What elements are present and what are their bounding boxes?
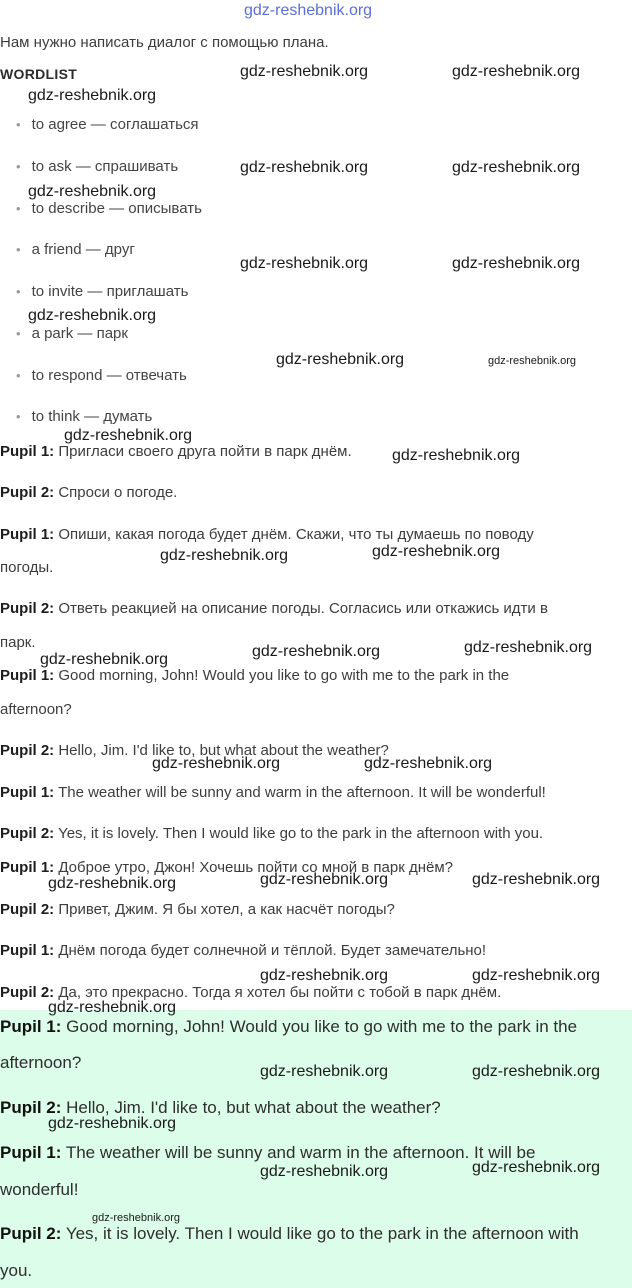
wordlist-item: • to ask — спрашивать: [16, 158, 179, 175]
wordlist-item: • a friend — друг: [16, 241, 135, 258]
answer-line: Pupil 1: The weather will be sunny and warm in the afternoon. It will be: [0, 1143, 536, 1162]
watermark: gdz-reshebnik.org: [472, 967, 601, 984]
watermark: gdz-reshebnik.org: [28, 183, 157, 200]
watermark: gdz-reshebnik.org: [64, 427, 193, 444]
watermark: gdz-reshebnik.org: [240, 255, 369, 272]
watermark: gdz-reshebnik.org: [260, 1163, 389, 1180]
answer-line-cont: you.: [0, 1261, 33, 1280]
watermark: gdz-reshebnik.org: [364, 755, 493, 772]
plan-line-cont: парк.: [0, 634, 36, 651]
watermark: gdz-reshebnik.org: [48, 875, 177, 892]
plan-line: Pupil 1: Опиши, какая погода будет днём. Скажи, что ты думаешь по поводу: [0, 526, 534, 543]
task-intro: Нам нужно написать диалог с помощью плана.: [0, 34, 329, 51]
dialog-ru-line: Pupil 2: Привет, Джим. Я бы хотел, а как насчёт погоды?: [0, 901, 395, 918]
answer-line-cont: wonderful!: [0, 1180, 79, 1199]
watermark: gdz-reshebnik.org: [48, 999, 177, 1016]
watermark: gdz-reshebnik.org: [276, 351, 405, 368]
site-title[interactable]: gdz-reshebnik.org: [244, 2, 373, 19]
wordlist-item: • to think — думать: [16, 408, 153, 425]
watermark: gdz-reshebnik.org: [452, 63, 581, 80]
dialog-en-line: Pupil 2: Yes, it is lovely. Then I would like go to the park in the afternoon with you.: [0, 825, 544, 842]
watermark: gdz-reshebnik.org: [152, 755, 281, 772]
dialog-en-line: Pupil 1: Good morning, John! Would you like to go with me to the park in the: [0, 667, 510, 684]
watermark: gdz-reshebnik.org: [40, 651, 169, 668]
plan-line: Pupil 1: Пригласи своего друга пойти в парк днём.: [0, 443, 352, 460]
wordlist-item: • to respond — отвечать: [16, 367, 187, 384]
dialog-en-line: Pupil 2: Hello, Jim. I'd like to, but what about the weather?: [0, 742, 389, 759]
answer-line: Pupil 1: Good morning, John! Would you like to go with me to the park in the: [0, 1017, 578, 1036]
watermark: gdz-reshebnik.org: [452, 255, 581, 272]
plan-line: Pupil 2: Спроси о погоде.: [0, 484, 178, 501]
watermark: gdz-reshebnik.org: [488, 355, 577, 367]
dialog-en-line-cont: afternoon?: [0, 701, 72, 718]
watermark: gdz-reshebnik.org: [472, 871, 601, 888]
answer-line: Pupil 2: Hello, Jim. I'd like to, but what about the weather?: [0, 1098, 441, 1117]
watermark: gdz-reshebnik.org: [240, 63, 369, 80]
wordlist-item: • to describe — описывать: [16, 200, 202, 217]
watermark: gdz-reshebnik.org: [92, 1212, 181, 1224]
wordlist-item: • to agree — соглашаться: [16, 116, 199, 133]
plan-line-cont: погоды.: [0, 559, 54, 576]
watermark: gdz-reshebnik.org: [452, 159, 581, 176]
watermark: gdz-reshebnik.org: [252, 643, 381, 660]
watermark: gdz-reshebnik.org: [260, 1063, 389, 1080]
answer-line-cont: afternoon?: [0, 1053, 82, 1072]
wordlist-item: • to invite — приглашать: [16, 283, 189, 300]
wordlist-heading: WORDLIST: [0, 66, 78, 82]
watermark: gdz-reshebnik.org: [28, 87, 157, 104]
watermark: gdz-reshebnik.org: [48, 1115, 177, 1132]
watermark: gdz-reshebnik.org: [472, 1063, 601, 1080]
dialog-ru-line: Pupil 2: Да, это прекрасно. Тогда я хотел бы пойти с тобой в парк днём.: [0, 984, 502, 1001]
watermark: gdz-reshebnik.org: [260, 871, 389, 888]
wordlist-item: • a park — парк: [16, 325, 128, 342]
dialog-en-line: Pupil 1: The weather will be sunny and warm in the afternoon. It will be wonderful!: [0, 784, 546, 801]
watermark: gdz-reshebnik.org: [372, 543, 501, 560]
watermark: gdz-reshebnik.org: [240, 159, 369, 176]
watermark: gdz-reshebnik.org: [28, 307, 157, 324]
dialog-ru-line: Pupil 1: Днём погода будет солнечной и тёплой. Будет замечательно!: [0, 942, 487, 959]
answer-line: Pupil 2: Yes, it is lovely. Then I would like go to the park in the afternoon with: [0, 1224, 579, 1243]
watermark: gdz-reshebnik.org: [464, 639, 593, 656]
watermark: gdz-reshebnik.org: [260, 967, 389, 984]
dialog-ru-line: Pupil 1: Доброе утро, Джон! Хочешь пойти со мной в парк днём?: [0, 859, 453, 876]
watermark: gdz-reshebnik.org: [160, 547, 289, 564]
watermark: gdz-reshebnik.org: [392, 447, 521, 464]
plan-line: Pupil 2: Ответь реакцией на описание погоды. Согласись или откажись идти в: [0, 600, 548, 617]
watermark: gdz-reshebnik.org: [472, 1159, 601, 1176]
